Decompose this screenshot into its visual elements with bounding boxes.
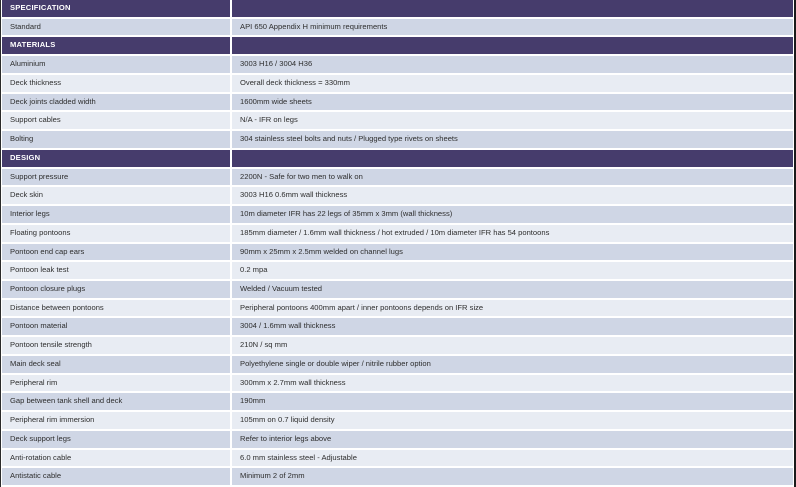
row-value: Polyethylene single or double wiper / nitrile rubber option [232, 356, 793, 375]
row-value: 3003 H16 0.6mm wall thickness [232, 187, 793, 206]
row-label: Deck thickness [2, 75, 232, 94]
row-label: Support cables [2, 112, 232, 131]
row-label: Anti-rotation cable [2, 450, 232, 469]
row-label: Peripheral rim [2, 375, 232, 394]
row-value: Peripheral pontoons 400mm apart / inner pontoons depends on IFR size [232, 300, 793, 319]
table-row [2, 375, 793, 394]
row-value: Refer to interior legs above [232, 431, 793, 450]
section-title: MATERIALS [2, 37, 232, 56]
row-value: API 650 Appendix H minimum requirements [232, 19, 793, 38]
row-value: 304 stainless steel bolts and nuts / Plugged type rivets on sheets [232, 131, 793, 150]
table-row [2, 225, 793, 244]
table-row [2, 431, 793, 450]
table-row [2, 412, 793, 431]
row-label: Peripheral rim immersion [2, 412, 232, 431]
row-value: 105mm on 0.7 liquid density [232, 412, 793, 431]
left-border [0, 0, 1, 487]
row-label: Pontoon tensile strength [2, 337, 232, 356]
section-header-blank [232, 150, 793, 169]
row-label: Antistatic cable [2, 468, 232, 487]
row-value: 190mm [232, 393, 793, 412]
table-row [2, 94, 793, 113]
row-label: Aluminium [2, 56, 232, 75]
section-title: SPECIFICATION [2, 0, 232, 19]
row-value: 300mm x 2.7mm wall thickness [232, 375, 793, 394]
row-value: 3004 / 1.6mm wall thickness [232, 318, 793, 337]
section-header-blank [232, 0, 793, 19]
table-row [2, 337, 793, 356]
section-title: DESIGN [2, 150, 232, 169]
row-label: Interior legs [2, 206, 232, 225]
table-row [2, 187, 793, 206]
table-row [2, 318, 793, 337]
section-header-blank [232, 37, 793, 56]
table-row [2, 169, 793, 188]
table-row [2, 75, 793, 94]
row-label: Support pressure [2, 169, 232, 188]
row-label: Deck support legs [2, 431, 232, 450]
table-row [2, 19, 793, 38]
table-row [2, 56, 793, 75]
table-row [2, 262, 793, 281]
row-label: Pontoon end cap ears [2, 244, 232, 263]
row-label: Main deck seal [2, 356, 232, 375]
row-label: Bolting [2, 131, 232, 150]
row-value: 3003 H16 / 3004 H36 [232, 56, 793, 75]
table-row [2, 300, 793, 319]
table-row [2, 244, 793, 263]
table-row [2, 131, 793, 150]
row-label: Pontoon closure plugs [2, 281, 232, 300]
row-value: Overall deck thickness = 330mm [232, 75, 793, 94]
row-label: Pontoon leak test [2, 262, 232, 281]
table-row [2, 393, 793, 412]
row-value: 10m diameter IFR has 22 legs of 35mm x 3mm (wall thickness) [232, 206, 793, 225]
row-value: 185mm diameter / 1.6mm wall thickness / hot extruded / 10m diameter IFR has 54 pontoons [232, 225, 793, 244]
row-value: 1600mm wide sheets [232, 94, 793, 113]
row-label: Distance between pontoons [2, 300, 232, 319]
section-header-materials [2, 37, 793, 56]
table-row [2, 356, 793, 375]
row-label: Pontoon material [2, 318, 232, 337]
row-label: Standard [2, 19, 232, 38]
row-value: N/A - IFR on legs [232, 112, 793, 131]
row-value: 6.0 mm stainless steel - Adjustable [232, 450, 793, 469]
section-header-specification [2, 0, 793, 19]
row-label: Gap between tank shell and deck [2, 393, 232, 412]
section-header-design [2, 150, 793, 169]
row-label: Deck skin [2, 187, 232, 206]
table-row [2, 468, 793, 487]
row-value: Minimum 2 of 2mm [232, 468, 793, 487]
row-value: 0.2 mpa [232, 262, 793, 281]
row-value: 90mm x 25mm x 2.5mm welded on channel lugs [232, 244, 793, 263]
table-row [2, 112, 793, 131]
table-row [2, 206, 793, 225]
row-label: Deck joints cladded width [2, 94, 232, 113]
row-label: Floating pontoons [2, 225, 232, 244]
row-value: Welded / Vacuum tested [232, 281, 793, 300]
row-value: 210N / sq mm [232, 337, 793, 356]
table-row [2, 450, 793, 469]
specification-table [2, 0, 793, 487]
table-row [2, 281, 793, 300]
row-value: 2200N - Safe for two men to walk on [232, 169, 793, 188]
